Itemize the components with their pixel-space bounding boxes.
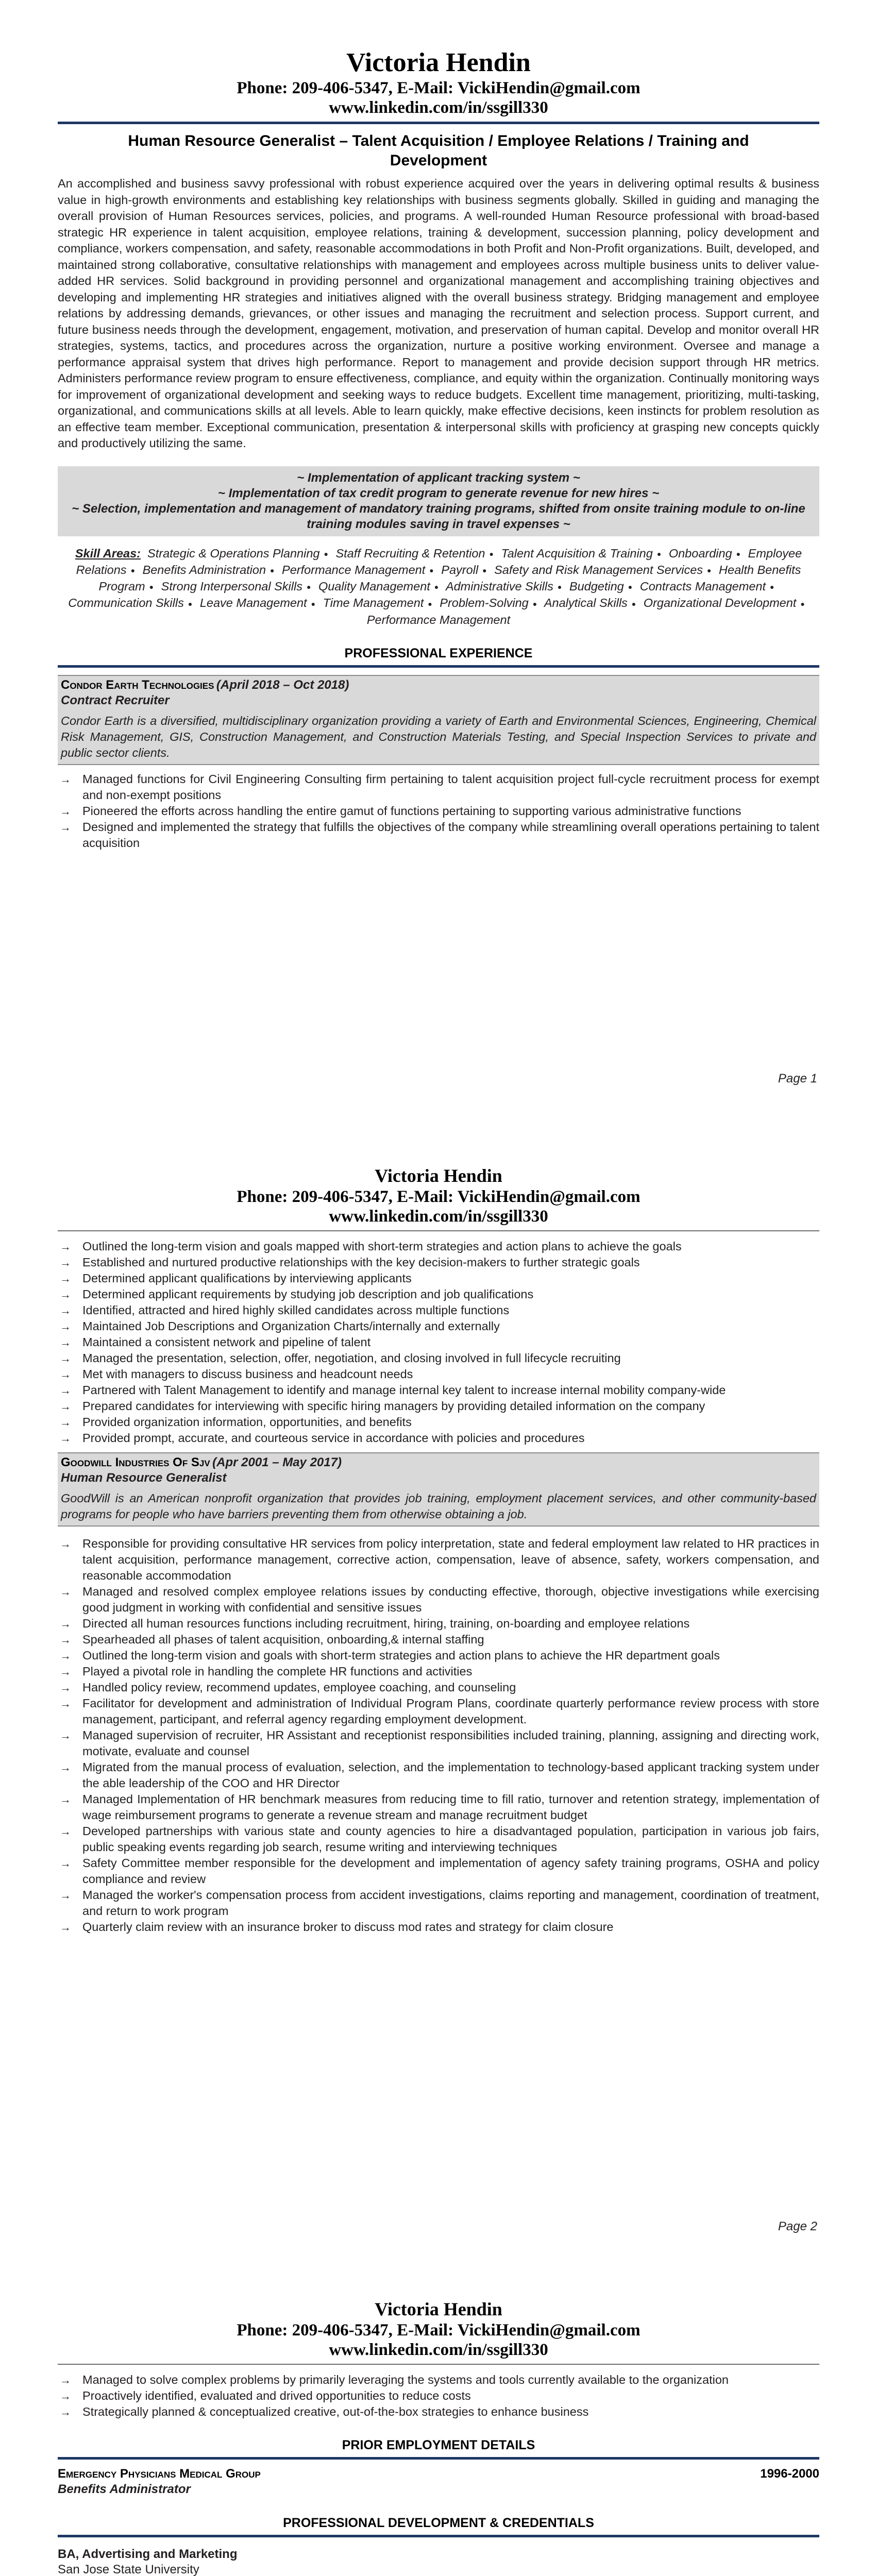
degree: BA, Advertising and Marketing xyxy=(58,2547,238,2561)
page-1 xyxy=(58,0,819,1103)
arrow-icon: → xyxy=(60,1416,71,1429)
job-bullets xyxy=(58,1536,819,1935)
skill-item: Budgeting xyxy=(569,580,624,594)
arrow-icon: → xyxy=(60,1272,71,1285)
arrow-icon: → xyxy=(60,1432,71,1445)
header-divider xyxy=(58,122,819,124)
arrow-icon: → xyxy=(60,1240,71,1253)
skill-item: Communication Skills xyxy=(68,596,184,610)
list-item: → Managed supervision of recruiter, HR Assistant and receptionist responsibilities included training, planning, assigning and directing work, motivate, evaluate and counsel xyxy=(60,1728,819,1758)
arrow-icon: → xyxy=(60,772,71,786)
school: San Jose State University xyxy=(58,2563,199,2576)
list-item: → Outlined the long-term vision and goals with short-term strategies and action plans to achieve the HR department goals xyxy=(58,1648,819,1664)
arrow-icon: → xyxy=(60,1825,71,1838)
skill-item: Quality Management xyxy=(318,580,430,594)
list-item: → Identified, attracted and hired highly skilled candidates across multiple functions xyxy=(58,1302,819,1318)
arrow-icon: → xyxy=(60,1857,71,1870)
skill-item: Contracts Management xyxy=(639,580,766,594)
job-header-prior xyxy=(58,2467,819,2481)
list-item: → Managed functions for Civil Engineering Consulting firm pertaining to talent acquisition project full-cycle recruitment process for exempt and non-exempt positions xyxy=(60,772,819,802)
page-number: Page 1 xyxy=(778,1072,817,1086)
header-divider xyxy=(58,1230,819,1231)
job-header-goodwill xyxy=(58,1452,819,1488)
list-item: → Safety Committee member responsible for the development and implementation of agency safety training programs, OSHA and policy compliance and review xyxy=(60,1856,819,1886)
list-item: → Directed all human resources functions including recruitment, hiring, training, on-boarding and employee relations xyxy=(58,1616,819,1632)
arrow-icon: → xyxy=(60,1288,71,1301)
skill-item: Benefits Administration xyxy=(142,563,266,577)
arrow-icon: → xyxy=(60,1665,71,1678)
job-bullets xyxy=(58,2372,819,2420)
education-item xyxy=(58,2547,819,2576)
linkedin-link[interactable]: www.linkedin.com/in/ssgill330 xyxy=(329,98,548,117)
list-item: → Prepared candidates for interviewing with specific hiring managers by providing detailed information on the company xyxy=(58,1398,819,1414)
arrow-icon: → xyxy=(60,1681,71,1694)
arrow-icon: → xyxy=(60,1921,71,1934)
skill-item: Organizational Development xyxy=(643,596,797,610)
arrow-icon: → xyxy=(60,1761,71,1774)
page-number: Page 2 xyxy=(778,2219,817,2233)
arrow-icon: → xyxy=(60,1617,71,1630)
arrow-icon: → xyxy=(60,1537,71,1550)
candidate-name: Victoria Hendin xyxy=(375,2299,502,2319)
candidate-name: Victoria Hendin xyxy=(346,48,531,77)
list-item: → Strategically planned & conceptualized creative, out-of-the-box strategies to enhance business xyxy=(58,2404,819,2420)
skill-areas: Skill Areas: Strategic & Operations Planning ● Staff Recruiting & Retention ● Talent Acquisition & Training ● Onboarding ● Employee Relations ● Benefits Administration ● Performance Management ● Payroll ● Safety and Risk Management Services ● Health Benefits Program ● Strong Interpersonal Skills ● Quality Management ● Administrative Skills ● Budgeting ● Contracts Management ● Communication Skills ● Leave Management ● Time Management ● Problem-Solving ● Analytical Skills ● Organizational Development ● Performance Management xyxy=(68,546,805,626)
candidate-name: Victoria Hendin xyxy=(375,1165,502,1186)
list-item: → Spearheaded all phases of talent acquisition, onboarding,& internal staffing xyxy=(58,1632,819,1648)
arrow-icon: → xyxy=(60,2405,71,2418)
arrow-icon: → xyxy=(60,1585,71,1598)
arrow-icon: → xyxy=(60,1633,71,1646)
skill-item: Performance Management xyxy=(366,613,511,626)
arrow-icon: → xyxy=(60,1368,71,1381)
arrow-icon: → xyxy=(60,1352,71,1365)
skill-item: Analytical Skills xyxy=(544,596,628,610)
arrow-icon: → xyxy=(60,1336,71,1349)
list-item: → Designed and implemented the strategy that fulfills the objectives of the company while streamlining overall operations pertaining to talent acquisition xyxy=(60,820,819,850)
list-item: → Proactively identified, evaluated and drived opportunities to reduce costs xyxy=(58,2388,819,2404)
arrow-icon: → xyxy=(60,1384,71,1397)
list-item: → Managed the presentation, selection, offer, negotiation, and closing involved in full lifecycle recruiting xyxy=(58,1350,819,1366)
skill-item: Talent Acquisition & Training xyxy=(501,546,653,560)
skill-areas-label: Skill Areas: xyxy=(75,546,141,560)
skill-item: Payroll xyxy=(441,563,479,577)
skill-item: Strategic & Operations Planning xyxy=(147,546,320,560)
list-item: → Played a pivotal role in handling the complete HR functions and activities xyxy=(58,1664,819,1680)
skill-item: Time Management xyxy=(323,596,424,610)
contact-line: Phone: 209-406-5347, E-Mail: VickiHendin@gmail.com xyxy=(237,79,641,97)
list-item: → Pioneered the efforts across handling the entire gamut of functions pertaining to supporting various administrative functions xyxy=(58,803,819,819)
list-item: → Provided organization information, opportunities, and benefits xyxy=(58,1414,819,1430)
resume-header xyxy=(58,1164,819,1226)
skill-item: Problem-Solving xyxy=(440,596,529,610)
contact-line: Phone: 209-406-5347, E-Mail: VickiHendin@gmail.com xyxy=(237,2321,641,2340)
header-divider xyxy=(58,2364,819,2365)
skill-item: Health Benefits Program xyxy=(98,563,801,594)
highlight-item: ~ Implementation of applicant tracking system ~ xyxy=(297,470,580,485)
section-divider xyxy=(58,665,819,668)
company-name: Emergency Physicians Medical Group xyxy=(58,2467,261,2481)
company-name: Condor Earth Technologies xyxy=(61,677,214,692)
company-name: Goodwill Industries Of Sjv xyxy=(61,1455,210,1469)
page-2 xyxy=(58,1133,819,2246)
skill-item: Onboarding xyxy=(668,546,732,560)
list-item: → Partnered with Talent Management to identify and manage internal key talent to increase internal mobility company-wide xyxy=(58,1382,819,1398)
highlight-item: ~ Implementation of tax credit program to generate revenue for new hires ~ xyxy=(217,486,660,500)
job-header-condor xyxy=(58,675,819,711)
list-item: → Managed and resolved complex employee relations issues by conducting effective, thorough, objective investigations while exercising good judgment in working with confidential and sensitive issues xyxy=(60,1585,819,1614)
arrow-icon: → xyxy=(60,2389,71,2402)
list-item: → Determined applicant qualifications by interviewing applicants xyxy=(58,1270,819,1286)
professional-summary: An accomplished and business savvy professional with robust experience acquired over the years in delivering optimal results & business value in high-growth environments and establishing key relationships with business segments globally. Skilled in guiding and managing the overall provision of Human Resources services, policies, and programs. A well-rounded Human Resource professional with broad-based strategic HR experience in talent acquisition, employee relations, training & development, succession planning, policy development and compliance, workers compensation, and safety, reasonable accommodations in both Profit and Non-Profit organizations. Built, developed, and maintained strong collaborative, consultative relationships with management and employees across multiple business units to deliver value-added HR services. Solid background in providing personnel and organizational management and accomplishing training objectives and developing and implementing HR strategies and initiatives aligned with the overall business strategy. Bridging management and employee relations by addressing demands, grievances, or other issues and managing the recruitment and selection process. Support current, and future business needs through the development, engagement, motivation, and preservation of human capital. Develop and monitor overall HR strategies, systems, tactics, and procedures across the organization, nurture a positive working environment. Oversee and manage a performance appraisal system that drives high performance. Report to management and provide decision support through HR metrics. Administers performance review program to ensure effectiveness, compliance, and equity within the organization. Continually monitoring ways for improvement of organizational development and seeking ways to reduce budgets. Excellent time management, prioritizing, multi-tasking, organizational, and communications skills at all levels. Able to learn quickly, make effective decisions, keen instincts for problem resolution as an effective team member. Exceptional communication, presentation & interpersonal skills with proficiency at grasping new concepts quickly and productively utilizing the same. xyxy=(58,177,819,450)
job-dates: (Apr 2001 – May 2017) xyxy=(212,1455,342,1469)
list-item: → Maintained Job Descriptions and Organization Charts/internally and externally xyxy=(58,1318,819,1334)
job-bullets xyxy=(58,1239,819,1446)
contact-line: Phone: 209-406-5347, E-Mail: VickiHendin@gmail.com xyxy=(237,1188,641,1206)
skill-item: Safety and Risk Management Services xyxy=(494,563,703,577)
linkedin-link[interactable]: www.linkedin.com/in/ssgill330 xyxy=(329,2341,548,2359)
job-role: Contract Recruiter xyxy=(61,693,170,707)
job-dates: 1996-2000 xyxy=(760,2467,819,2481)
arrow-icon: → xyxy=(60,1729,71,1742)
list-item: → Managed Implementation of HR benchmark measures from reducing time to fill ratio, turnover and retention strategy, implementation of wage reimbursement programs to generate a revenue stream and manage recruitment budget xyxy=(60,1792,819,1822)
job-bullets xyxy=(58,771,819,851)
linkedin-link[interactable]: www.linkedin.com/in/ssgill330 xyxy=(329,1207,548,1226)
arrow-icon: → xyxy=(60,1649,71,1662)
arrow-icon: → xyxy=(60,1256,71,1269)
list-item: → Migrated from the manual process of evaluation, selection, and the implementation to technology-based applicant tracking system under the able leadership of the COO and HR Director xyxy=(60,1760,819,1790)
list-item: → Managed to solve complex problems by primarily leveraging the systems and tools currently available to the organization xyxy=(58,2372,819,2388)
skill-item: Administrative Skills xyxy=(445,580,553,594)
arrow-icon: → xyxy=(60,1304,71,1317)
list-item: → Provided prompt, accurate, and courteous service in accordance with policies and procedures xyxy=(58,1430,819,1446)
skill-item: Staff Recruiting & Retention xyxy=(335,546,485,560)
skill-item: Employee Relations xyxy=(76,546,802,577)
highlight-item: ~ Selection, implementation and management of mandatory training programs, shifted from onsite training module to on-line training modules saving in travel expenses ~ xyxy=(72,501,805,531)
list-item: → Facilitator for development and administration of Individual Program Plans, coordinate quarterly performance review process with store management, participant, and referral agency regarding employment development. xyxy=(60,1697,819,1726)
list-item: → Quarterly claim review with an insurance broker to discuss mod rates and strategy for claim closure xyxy=(58,1919,819,1935)
list-item: → Developed partnerships with various state and county agencies to hire a disadvantaged population, participation in various job fairs, public speaking events regarding job search, resume writing and interviewing techniques xyxy=(60,1824,819,1854)
arrow-icon: → xyxy=(60,1697,71,1710)
skill-item: Leave Management xyxy=(199,596,307,610)
arrow-icon: → xyxy=(60,1320,71,1333)
job-role: Human Resource Generalist xyxy=(61,1471,227,1485)
page-3 xyxy=(58,2267,819,2576)
list-item: → Established and nurtured productive relationships with the key decision-makers to further strategic goals xyxy=(58,1255,819,1270)
company-description: Condor Earth is a diversified, multidisciplinary organization providing a variety of Earth and Environmental Sciences, Engineering, Chemical Risk Management, GIS, Construction Management, and Construction Materials Testing, and Special Inspection Services to private and public sector clients. xyxy=(58,711,819,765)
arrow-icon: → xyxy=(60,1400,71,1413)
resume-header xyxy=(58,2298,819,2360)
section-heading-prior: PRIOR EMPLOYMENT DETAILS xyxy=(342,2438,535,2452)
arrow-icon: → xyxy=(60,2374,71,2386)
skill-item: Performance Management xyxy=(282,563,426,577)
job-dates: (April 2018 – Oct 2018) xyxy=(216,677,349,692)
list-item: → Handled policy review, recommend updates, employee coaching, and counseling xyxy=(58,1680,819,1696)
resume-title: Human Resource Generalist – Talent Acquisition / Employee Relations / Training and Development xyxy=(128,132,749,169)
list-item: → Outlined the long-term vision and goals mapped with short-term strategies and action plans to achieve the goals xyxy=(58,1239,819,1255)
arrow-icon: → xyxy=(60,820,71,834)
arrow-icon: → xyxy=(60,1793,71,1806)
highlights-box xyxy=(58,466,819,536)
arrow-icon: → xyxy=(60,804,71,818)
list-item: → Managed the worker's compensation process from accident investigations, claims reporting and management, coordination of treatment, and return to work program xyxy=(60,1888,819,1918)
list-item: → Determined applicant requirements by studying job description and job qualifications xyxy=(58,1286,819,1302)
list-item: → Met with managers to discuss business and headcount needs xyxy=(58,1366,819,1382)
section-heading-experience: PROFESSIONAL EXPERIENCE xyxy=(344,646,533,660)
resume-header xyxy=(58,47,819,117)
section-divider xyxy=(58,2535,819,2537)
company-description: GoodWill is an American nonprofit organization that provides job training, employment placement services, and other community-based programs for people who have barriers preventing them from otherwise obtaining a job. xyxy=(58,1488,819,1527)
job-role: Benefits Administrator xyxy=(58,2482,191,2496)
list-item: → Maintained a consistent network and pipeline of talent xyxy=(58,1334,819,1350)
section-heading-education: PROFESSIONAL DEVELOPMENT & CREDENTIALS xyxy=(283,2516,594,2530)
section-divider xyxy=(58,2457,819,2460)
arrow-icon: → xyxy=(60,1889,71,1902)
list-item: → Responsible for providing consultative HR services from policy interpretation, state and federal employment law related to HR practices in talent acquisition, performance management, corrective action, compensation, leave of absence, safety, workers compensation, and reasonable accommodation xyxy=(60,1537,819,1582)
skill-item: Strong Interpersonal Skills xyxy=(161,580,302,594)
